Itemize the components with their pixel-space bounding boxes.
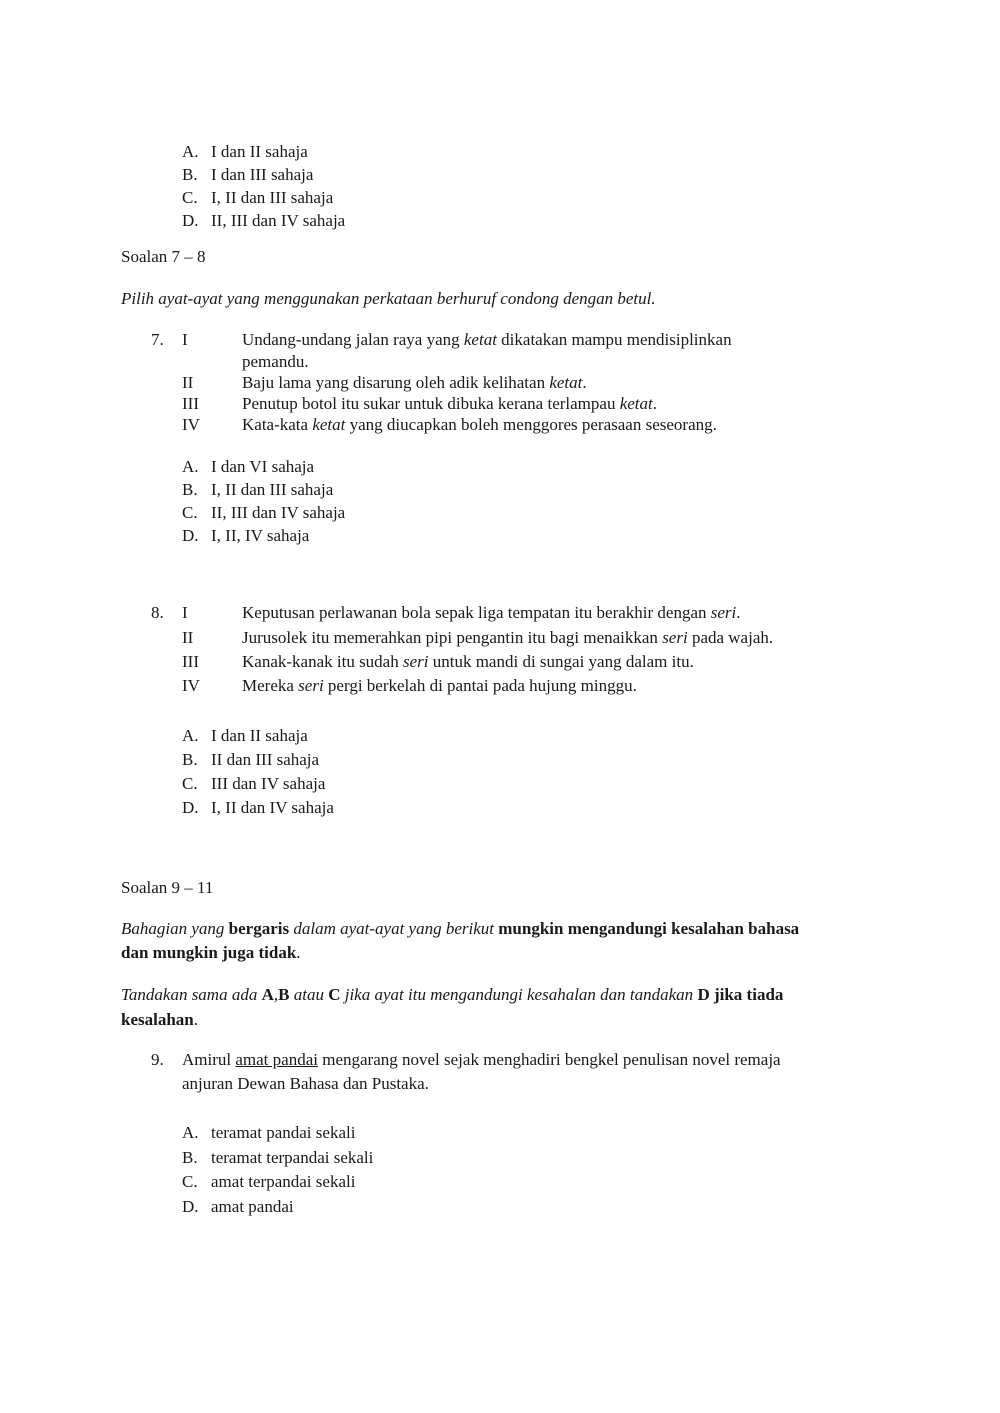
section-instruction-9-11-line2: dan mungkin juga tidak. <box>121 943 301 962</box>
q9-underlined-phrase: amat pandai <box>235 1050 318 1069</box>
section-marking-instruction-line1: Tandakan sama ada A,B atau C jika ayat itu mengandungi kesahalan dan tandakan D jika tiada <box>121 985 784 1004</box>
section-marking-instruction-line2: kesalahan. <box>121 1010 198 1029</box>
section-heading-7-8: Soalan 7 – 8 <box>121 247 206 266</box>
section-heading-9-11: Soalan 9 – 11 <box>121 878 214 897</box>
section-instruction-9-11-line1: Bahagian yang bergaris dalam ayat-ayat yang berikut mungkin mengandungi kesalahan bahasa <box>121 919 800 938</box>
section-instruction-7-8: Pilih ayat-ayat yang menggunakan perkataan berhuruf condong dengan betul. <box>121 289 656 308</box>
